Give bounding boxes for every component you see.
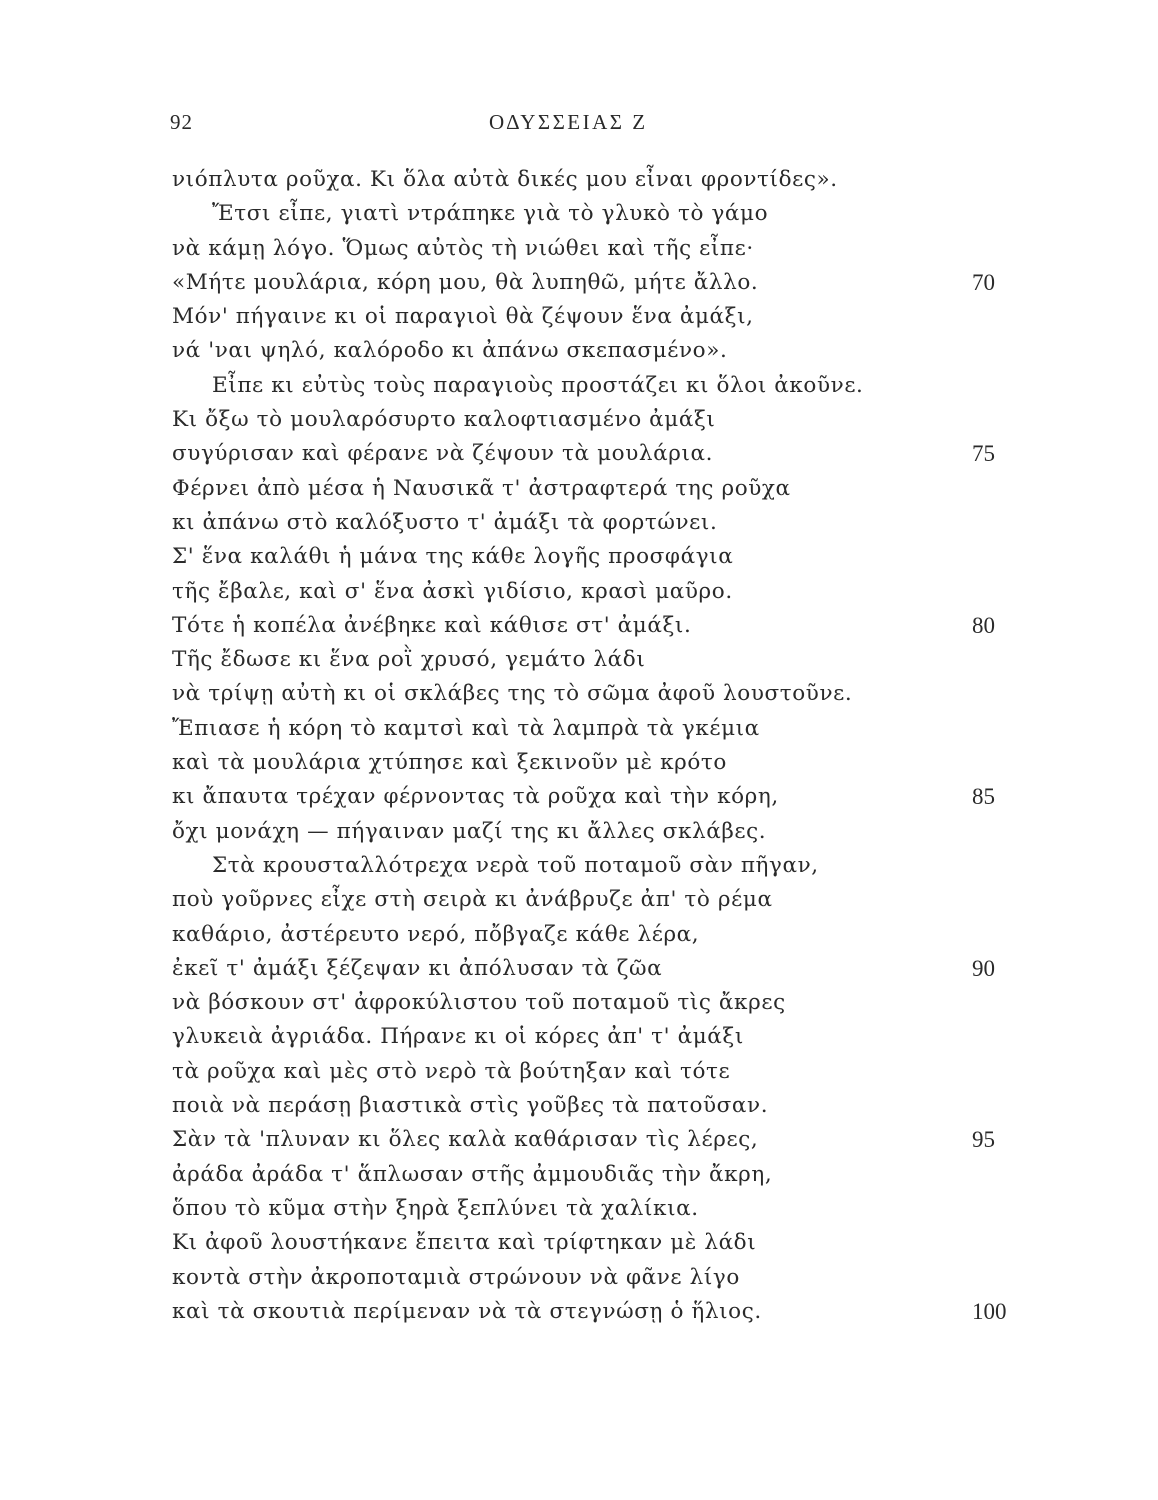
verse-text: νά 'ναι ψηλό, καλόροδο κι ἀπάνω σκεπασμένο». bbox=[172, 338, 728, 364]
verse-text: καὶ τὰ σκουτιὰ περίμεναν νὰ τὰ στεγνώσῃ ὁ ἥλιος. bbox=[172, 1298, 762, 1324]
verse-text: κι ἀπάνω στὸ καλόξυστο τ' ἀμάξι τὰ φορτώνει. bbox=[172, 509, 718, 535]
verse-line bbox=[172, 472, 1032, 506]
verse-line bbox=[172, 403, 1032, 437]
verse-line bbox=[172, 1158, 1032, 1192]
verse-line bbox=[172, 334, 1032, 368]
verse-text: «Μήτε μουλάρια, κόρη μου, θὰ λυπηθῶ, μήτε ἄλλο. bbox=[172, 269, 759, 295]
verse-text: κι ἄπαυτα τρέχαν φέρνοντας τὰ ροῦχα καὶ τὴν κόρη, bbox=[172, 784, 779, 810]
verse-line bbox=[172, 575, 1032, 609]
verse-line bbox=[172, 1089, 1032, 1123]
verse-line bbox=[172, 952, 1032, 986]
verse-text: Εἶπε κι εὐτὺς τοὺς παραγιοὺς προστάζει κι ὅλοι ἀκοῦνε. bbox=[212, 372, 864, 398]
line-number: 75 bbox=[972, 441, 995, 467]
verse-line bbox=[172, 300, 1032, 334]
verse-text: Μόν' πήγαινε κι οἱ παραγιοὶ θὰ ζέψουν ἕνα ἀμάξι, bbox=[172, 304, 754, 330]
running-title: ΟΔΥΣΣΕΙΑΣ Ζ bbox=[489, 110, 648, 134]
verse-line bbox=[172, 197, 1032, 231]
running-header bbox=[0, 110, 1158, 140]
verse-line bbox=[172, 163, 1032, 197]
verse-line bbox=[172, 266, 1032, 300]
verse-text: Στὰ κρουσταλλότρεχα νερὰ τοῦ ποταμοῦ σὰν πῆγαν, bbox=[212, 852, 819, 878]
verse-text: τὰ ροῦχα καὶ μὲς στὸ νερὸ τὰ βούτηξαν καὶ τότε bbox=[172, 1058, 731, 1084]
line-number: 70 bbox=[972, 269, 995, 295]
verse-text: συγύρισαν καὶ φέρανε νὰ ζέψουν τὰ μουλάρια. bbox=[172, 441, 714, 467]
verse-text: Σ' ἕνα καλάθι ἡ μάνα της κάθε λογῆς προσφάγια bbox=[172, 544, 734, 570]
verse-line bbox=[172, 1020, 1032, 1054]
verse-line bbox=[172, 780, 1032, 814]
verse-line bbox=[172, 369, 1032, 403]
verse-text: Κι ὄξω τὸ μουλαρόσυρτο καλοφτιασμένο ἀμάξι bbox=[172, 407, 716, 433]
verse-text: Σὰν τὰ 'πλυναν κι ὅλες καλὰ καθάρισαν τὶς λέρες, bbox=[172, 1127, 759, 1153]
verse-text: γλυκειὰ ἀγριάδα. Πήρανε κι οἱ κόρες ἀπ' τ' ἀμάξι bbox=[172, 1024, 744, 1050]
verse-text: κοντὰ στὴν ἀκροποταμιὰ στρώνουν νὰ φᾶνε λίγο bbox=[172, 1264, 740, 1290]
verse-line bbox=[172, 1295, 1032, 1329]
page-number: 92 bbox=[170, 110, 193, 134]
verse-text: νὰ τρίψῃ αὐτὴ κι οἱ σκλάβες της τὸ σῶμα ἀφοῦ λουστοῦνε. bbox=[172, 681, 853, 707]
verse-text: ποὺ γοῦρνες εἶχε στὴ σειρὰ κι ἀνάβρυζε ἀπ' τὸ ρέμα bbox=[172, 887, 773, 913]
verse-text: Κι ἀφοῦ λουστήκανε ἔπειτα καὶ τρίφτηκαν μὲ λάδι bbox=[172, 1230, 757, 1256]
verse-line bbox=[172, 232, 1032, 266]
verse-line bbox=[172, 1261, 1032, 1295]
verse-line bbox=[172, 1123, 1032, 1157]
verse-line bbox=[172, 437, 1032, 471]
verse-line bbox=[172, 815, 1032, 849]
line-number: 80 bbox=[972, 612, 995, 638]
verse-line bbox=[172, 609, 1032, 643]
verse-line bbox=[172, 1192, 1032, 1226]
verse-text: Τῆς ἔδωσε κι ἕνα ροῒ χρυσό, γεμάτο λάδι bbox=[172, 647, 646, 673]
verse-text: καὶ τὰ μουλάρια χτύπησε καὶ ξεκινοῦν μὲ κρότο bbox=[172, 750, 727, 776]
verse-line bbox=[172, 883, 1032, 917]
verse-text: τῆς ἔβαλε, καὶ σ' ἕνα ἀσκὶ γιδίσιο, κρασὶ μαῦρο. bbox=[172, 578, 733, 604]
verse-text: νὰ βόσκουν στ' ἀφροκύλιστου τοῦ ποταμοῦ τὶς ἄκρες bbox=[172, 990, 786, 1016]
verse-text: Ἔπιασε ἡ κόρη τὸ καμτσὶ καὶ τὰ λαμπρὰ τὰ γκέμια bbox=[172, 715, 760, 741]
verse-text: ἐκεῖ τ' ἀμάξι ξέζεψαν κι ἀπόλυσαν τὰ ζῶα bbox=[172, 955, 663, 981]
verse-line bbox=[172, 506, 1032, 540]
verse-line bbox=[172, 1055, 1032, 1089]
verse-text: Τότε ἡ κοπέλα ἀνέβηκε καὶ κάθισε στ' ἀμάξι. bbox=[172, 612, 692, 638]
line-number: 95 bbox=[972, 1127, 995, 1153]
verse-line bbox=[172, 849, 1032, 883]
verse-text: νὰ κάμῃ λόγο. Ὅμως αὐτὸς τὴ νιώθει καὶ τῆς εἶπε· bbox=[172, 235, 754, 261]
verse-line bbox=[172, 677, 1032, 711]
verse-text: καθάριο, ἀστέρευτο νερό, πὄβγαζε κάθε λέρα, bbox=[172, 921, 700, 947]
line-number: 90 bbox=[972, 955, 995, 981]
verse-line bbox=[172, 1226, 1032, 1260]
verse-text: ὄχι μονάχη — πήγαιναν μαζί της κι ἄλλες σκλάβες. bbox=[172, 818, 767, 844]
verse-text: Ἔτσι εἶπε, γιατὶ ντράπηκε γιὰ τὸ γλυκὸ τὸ γάμο bbox=[212, 201, 769, 227]
line-number: 85 bbox=[972, 784, 995, 810]
verse-line bbox=[172, 918, 1032, 952]
verse-line bbox=[172, 746, 1032, 780]
verse-text: ἀράδα ἀράδα τ' ἅπλωσαν στῆς ἀμμουδιᾶς τὴν ἄκρη, bbox=[172, 1161, 773, 1187]
verse-text: ποιὰ νὰ περάσῃ βιαστικὰ στὶς γοῦβες τὰ πατοῦσαν. bbox=[172, 1093, 769, 1119]
verse-line bbox=[172, 986, 1032, 1020]
verse-block bbox=[172, 163, 1032, 1329]
verse-line bbox=[172, 712, 1032, 746]
verse-text: νιόπλυτα ροῦχα. Κι ὅλα αὐτὰ δικές μου εἶναι φροντίδες». bbox=[172, 167, 838, 192]
verse-text: ὅπου τὸ κῦμα στὴν ξηρὰ ξεπλύνει τὰ χαλίκια. bbox=[172, 1195, 699, 1221]
line-number: 100 bbox=[972, 1298, 1007, 1324]
verse-text: Φέρνει ἀπὸ μέσα ἡ Ναυσικᾶ τ' ἀστραφτερά της ροῦχα bbox=[172, 475, 791, 501]
verse-line bbox=[172, 643, 1032, 677]
verse-line bbox=[172, 540, 1032, 574]
